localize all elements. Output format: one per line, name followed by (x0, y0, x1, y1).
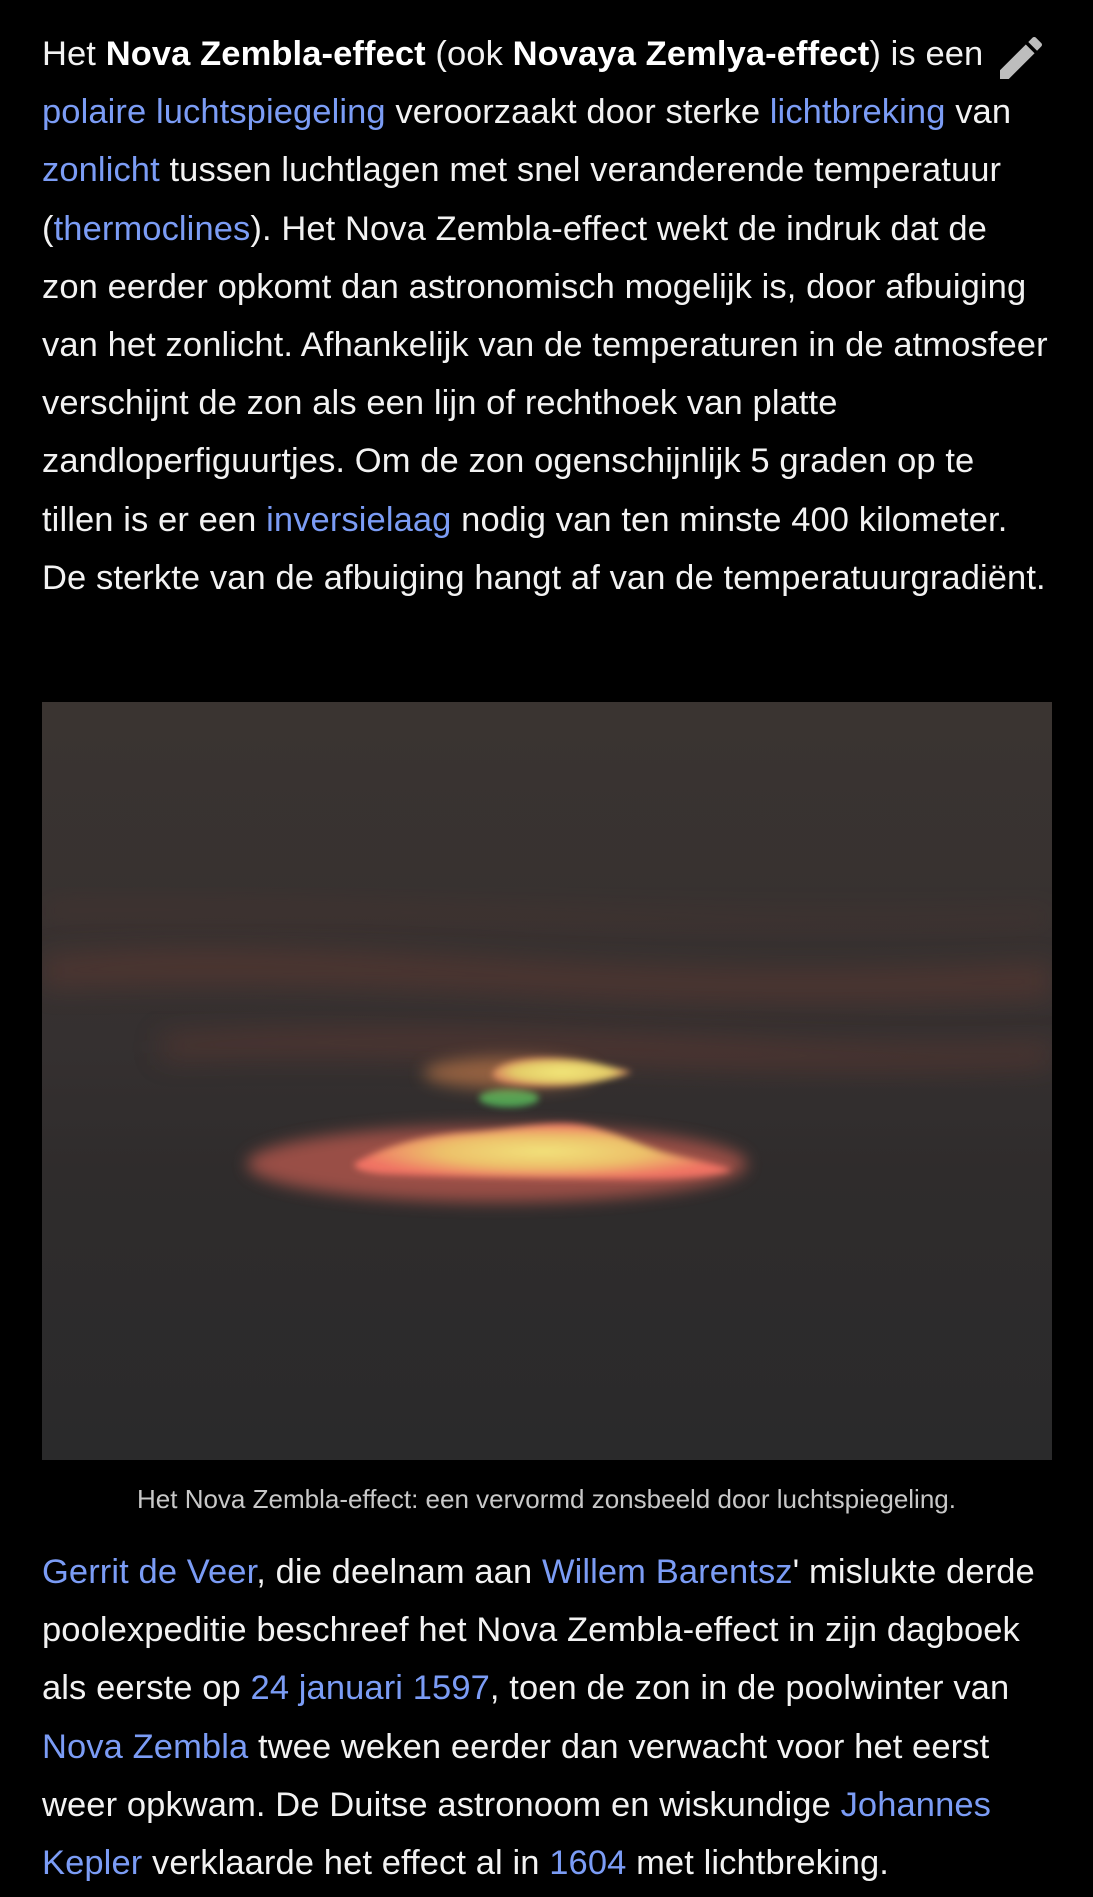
figure-caption: Het Nova Zembla-effect: een vervormd zonsbeeld door luchtspiegeling. (137, 1484, 956, 1514)
text-run: verklaarde het effect al in (142, 1844, 550, 1883)
intro-paragraph (42, 25, 1052, 607)
link-nova-zembla[interactable]: Nova Zembla (42, 1727, 249, 1766)
text-run: Het (42, 35, 106, 73)
text-run: ' mislukte derde poolexpeditie beschreef het Nova Zembla-effect in zijn dagboek als eerste op (42, 1553, 1035, 1708)
link-polaire-luchtspiegeling[interactable]: polaire luchtspiegeling (42, 93, 386, 132)
link-year-1604[interactable]: 1604 (549, 1844, 627, 1883)
link-thermoclines[interactable]: thermoclines (53, 209, 251, 248)
text-run: met lichtbreking. (626, 1844, 889, 1883)
link-lichtbreking[interactable]: lichtbreking (769, 93, 946, 132)
link-johannes-kepler[interactable]: Johannes Kepler (42, 1785, 992, 1883)
text-run: ). Het Nova Zembla-effect wekt de indruk dat de zon eerder opkomt dan astronomisch mogelijk is, door afbuiging van het zonlicht. Afhankelijk van de temperaturen in de atmosfeer verschijnt de zon als een lijn of rechthoek van platte zandloperfiguurtjes. Om de zon ogenschijnlijk 5 graden op te tillen is er een (42, 209, 1048, 539)
text-run: nodig van ten minste 400 kilometer. De sterkte van de afbuiging hangt af van de temperatuurgradiënt. (42, 500, 1046, 597)
link-willem-barentsz[interactable]: Willem Barentsz (541, 1553, 793, 1591)
text-run: twee weken eerder dan verwacht voor het eerst weer opkwam. De Duitse astronoom en wiskundige (42, 1727, 990, 1824)
text-run: , toen de zon in de poolwinter van (489, 1669, 1010, 1708)
text-run: tussen luchtlagen met snel veranderende temperatuur ( (42, 151, 1002, 248)
sun-mirage-image (42, 702, 1052, 1460)
history-paragraph (42, 1543, 1052, 1892)
link-gerrit-de-veer[interactable]: Gerrit de Veer (42, 1553, 257, 1591)
text-run: ) is een (869, 35, 984, 73)
link-inversielaag[interactable]: inversielaag (266, 500, 452, 539)
link-date-24-januari-1597[interactable]: 24 januari 1597 (250, 1669, 490, 1708)
link-zonlicht[interactable]: zonlicht (42, 151, 160, 190)
text-run: (ook (425, 35, 513, 73)
text-run: van (945, 93, 1012, 132)
nova-zembla-photo[interactable] (42, 702, 1052, 1460)
text-run: , die deelnam aan (256, 1553, 542, 1591)
text-run: veroorzaakt door sterke (385, 93, 770, 132)
bold-term: Novaya Zemlya-effect (512, 35, 870, 73)
bold-term: Nova Zembla-effect (105, 35, 426, 73)
